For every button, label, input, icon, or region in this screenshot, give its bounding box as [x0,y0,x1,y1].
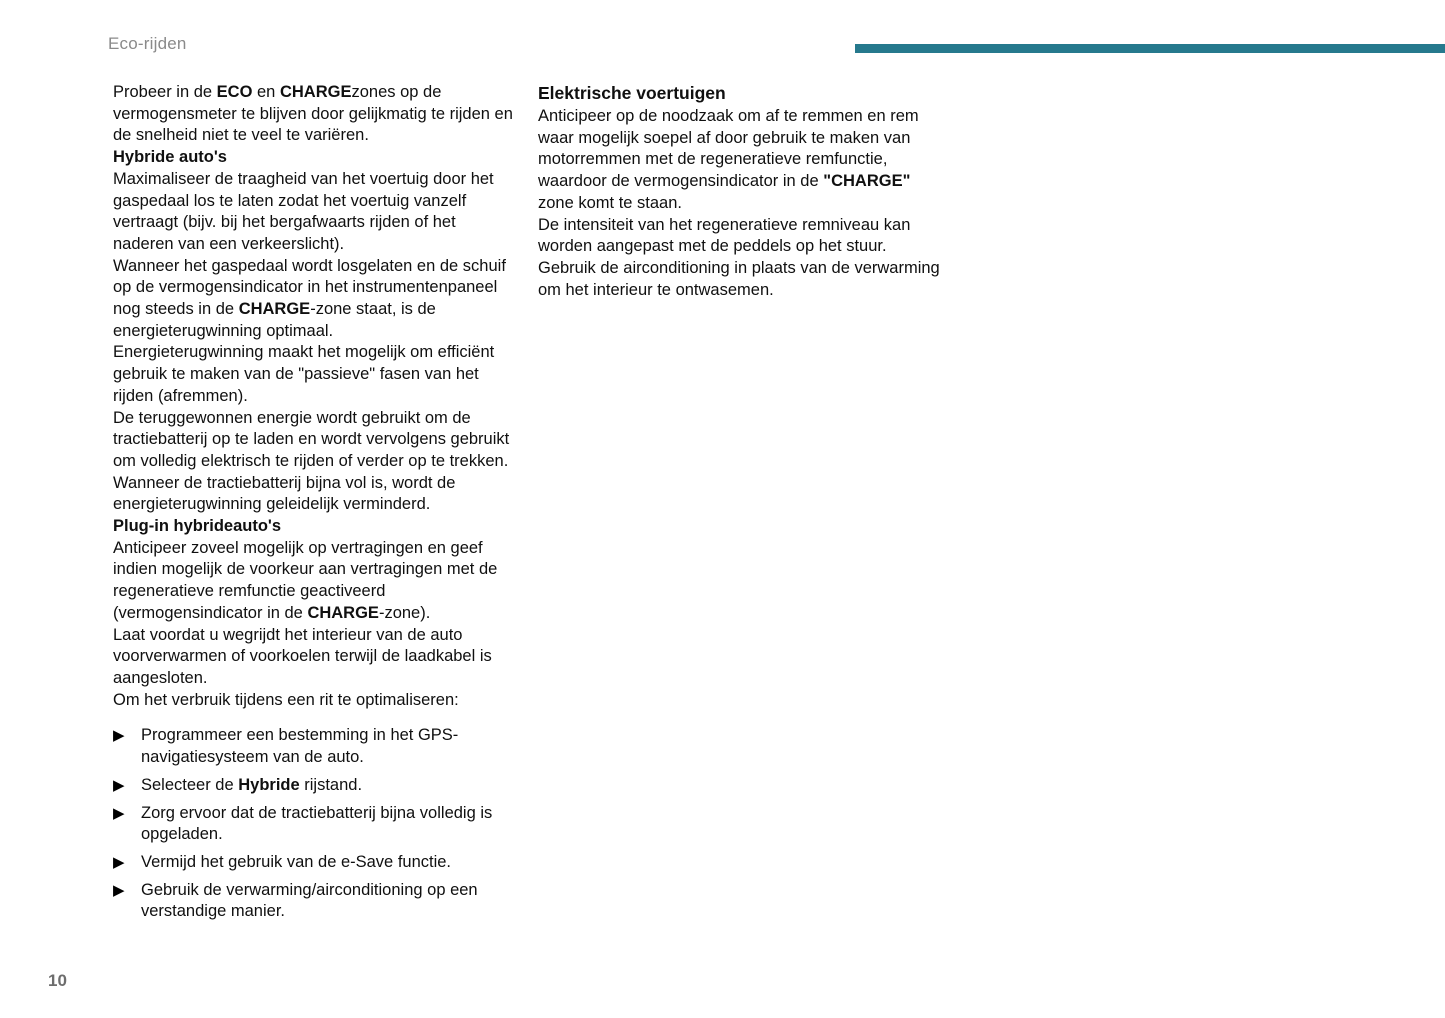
left-column [113,82,516,923]
paragraph [113,690,516,712]
bold-text-run: ECO [216,83,253,101]
text-run: Wanneer het gaspedaal wordt losgelaten en de schuif op de vermogensindicator in het instrumentenpaneel nog steeds in de [113,256,506,319]
text-run: Laat voordat u wegrijdt het interieur van de auto voorverwarmen of voorkoelen terwijl de laadkabel is aangesloten. [113,625,492,687]
bullet-arrow-icon: ▶ [113,881,125,899]
list-item-text [141,775,516,797]
column-title [538,82,941,105]
text-run: zones op de vermogensmeter te blijven door gelijkmatig te rijden en de snelheid niet te veel te variëren. [113,83,513,145]
text-run: Selecteer de [141,775,239,794]
list-item [113,725,516,768]
bullet-arrow-icon: ▶ [113,727,125,745]
paragraph [113,256,516,343]
text-run: Anticipeer op de noodzaak om af te remmen en rem waar mogelijk soepel af door gebruik te maken van motorremmen met de regeneratieve remfunctie, waardoor de vermogensindicator in de [538,107,919,191]
text-run: -zone staat, is de energieterugwinning optimaal. [113,300,436,340]
page-header-title: Eco-rijden [108,34,187,53]
text-run: Energieterugwinning maakt het mogelijk om efficiënt gebruik te maken van de "passieve" fasen van het rijden (afremmen). [113,343,495,405]
text-run: Om het verbruik tijdens een rit te optimaliseren: [113,690,459,709]
bullet-arrow-icon: ▶ [113,804,125,822]
bold-text-run: CHARGE [307,603,379,622]
text-run: De teruggewonnen energie wordt gebruikt om de tractiebatterij op te laden en wordt vervolgens gebruikt om volledig elektrisch te rijden of verder op te trekken. [113,408,510,470]
text-run: De intensiteit van het regeneratieve remniveau kan worden aangepast met de peddels op het stuur. [538,215,911,256]
bold-text-run: "CHARGE" [823,172,911,191]
list-item-text [141,852,516,874]
paragraph [113,408,516,473]
list-item-text [141,725,516,768]
bold-text-run: Hybride auto's [113,148,227,167]
paragraph [538,258,941,301]
text-run: Programmeer een bestemming in het GPS-navigatiesysteem van de auto. [141,726,459,767]
list-item-text [141,880,516,923]
section-heading [113,516,516,538]
text-run: zone komt te staan. [538,193,682,212]
text-run: Probeer in de [113,83,217,101]
bullet-arrow-icon: ▶ [113,776,125,794]
right-column [538,82,941,301]
text-run: Maximaliseer de traagheid van het voertuig door het gaspedaal los te laten zodat het voertuig vanzelf vertraagt (bijv. bij het bergafwaarts rijden of het naderen van een verkeerslicht). [113,169,494,253]
paragraph [113,473,516,516]
text-run: Gebruik de verwarming/airconditioning op een verstandige manier. [141,880,478,921]
text-run: Vermijd het gebruik van de e-Save functie. [141,852,452,871]
section-heading [113,147,516,169]
bold-text-run: Elektrische voertuigen [538,83,726,103]
text-run: Anticipeer zoveel mogelijk op vertragingen en geef indien mogelijk de voorkeur aan vertragingen met de regeneratieve remfunctie geactiveerd (vermogensindicator in de [113,538,498,622]
list-item [113,775,516,797]
paragraph [113,169,516,256]
bold-text-run: CHARGE [279,83,352,101]
paragraph [113,342,516,407]
accent-bar [855,44,1445,53]
list-item [113,880,516,923]
list-item [113,803,516,846]
bullet-arrow-icon: ▶ [113,853,125,871]
paragraph [538,215,941,258]
paragraph [113,538,516,625]
bold-text-run: CHARGE [238,300,311,319]
text-run: Zorg ervoor dat de tractiebatterij bijna volledig is opgeladen. [141,803,493,844]
paragraph [538,106,941,215]
paragraph [113,625,516,690]
list-item-text [141,803,516,846]
bold-text-run: Hybride [238,775,300,794]
text-run: Gebruik de airconditioning in plaats van de verwarming om het interieur te ontwasemen. [538,258,940,299]
list-item [113,852,516,874]
text-run: Wanneer de tractiebatterij bijna vol is, wordt de energieterugwinning geleidelijk verminderd. [113,473,456,514]
page-number: 10 [48,971,67,990]
paragraph [113,82,516,147]
text-run: en [252,83,280,101]
text-run: -zone). [378,603,431,622]
bold-text-run: Plug-in hybrideauto's [113,517,282,536]
text-run: rijstand. [299,775,363,794]
